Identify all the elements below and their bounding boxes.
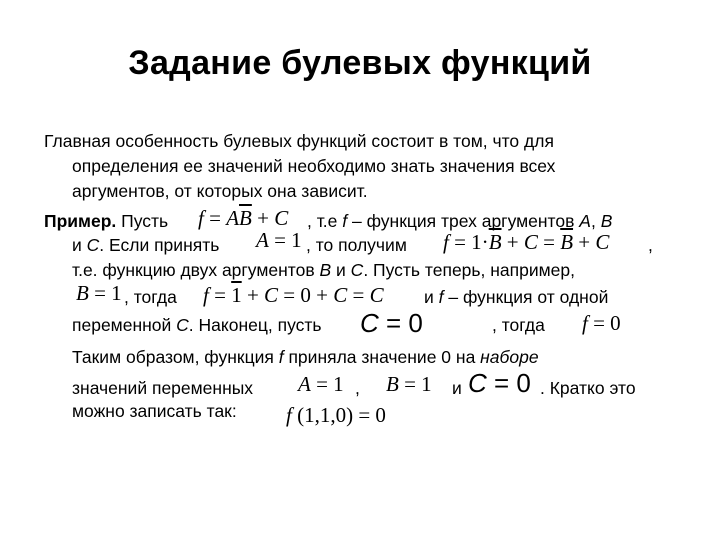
paragraph-2-line-5b (492, 314, 545, 336)
paragraph-1-line-1 (44, 130, 554, 152)
var-B: B (600, 211, 613, 231)
var-C: C (350, 260, 364, 280)
text: , то получим (306, 235, 407, 255)
paragraph-2-line-1b (307, 210, 612, 232)
text: и (424, 287, 439, 307)
text: , (355, 378, 360, 398)
text: . Если принять (99, 235, 220, 255)
paragraph-2-line-1a (44, 210, 168, 232)
text: и (452, 378, 462, 398)
text: , (648, 235, 653, 255)
text: приняла значение 0 на (283, 347, 481, 367)
paragraph-2-line-4b (424, 286, 608, 308)
paragraph-2-line-7b (355, 377, 360, 399)
paragraph-2-line-2c (648, 234, 653, 256)
var-A: A (579, 211, 591, 231)
formula-a1b: A = 1 (298, 372, 344, 396)
var-f: f (278, 347, 284, 367)
text: , тогда (492, 315, 545, 335)
var-f: f (342, 211, 348, 231)
paragraph-2-line-2a (72, 234, 219, 256)
text: – функция от одной (443, 287, 609, 307)
text: Пусть (116, 211, 169, 231)
text: – функция трех аргументов (347, 211, 580, 231)
text: . Кратко это (540, 378, 636, 398)
paragraph-1-line-2 (72, 155, 555, 177)
paragraph-2-line-5a (72, 314, 322, 336)
formula-f110: f (1,1,0) = 0 (286, 403, 386, 427)
paragraph-2-line-7a (72, 377, 253, 399)
text: Таким образом, функция (72, 347, 279, 367)
paragraph-1-line-3 (72, 180, 368, 202)
text: значений переменных (72, 378, 254, 398)
formula-c0: C = 0 (360, 308, 423, 338)
paragraph-2-line-3 (72, 259, 575, 281)
paragraph-2-line-7c (452, 377, 462, 399)
text: . Наконец, пусть (188, 315, 322, 335)
paragraph-2-line-6 (72, 346, 539, 368)
emphasis: наборе (480, 347, 539, 367)
example-label: Пример. (44, 211, 117, 231)
formula-f2: $f = 1\cdot\overline{B} + C = \overline{B} + C$ (443, 230, 610, 254)
text: переменной (72, 315, 177, 335)
var-C: C (176, 315, 189, 335)
formula-b1: B = 1 (76, 281, 122, 305)
formula-f3: f = 1 + C = 0 + C = C (203, 283, 384, 307)
formula-c0b: C = 0 (468, 368, 531, 398)
formula-f0: f = 0 (582, 311, 621, 335)
text: Главная особенность булевых функций состоит в том, что для (44, 131, 554, 151)
paragraph-2-line-4a (124, 286, 177, 308)
var-f: f (438, 287, 444, 307)
formula-a1: A = 1 (256, 228, 302, 252)
text: и (331, 260, 351, 280)
paragraph-2-line-8 (72, 400, 237, 422)
text: можно записать так: (72, 401, 237, 421)
formula-f1: $f = A\overline{B} + C$ (198, 206, 289, 230)
page-title: Задание булевых функций (128, 44, 592, 82)
text: и (72, 235, 87, 255)
paragraph-2-line-2b (306, 234, 407, 256)
text: , тогда (124, 287, 177, 307)
text: т.е. функцию двух аргументов (72, 260, 320, 280)
text: , т.е (307, 211, 343, 231)
paragraph-2-line-7d (540, 377, 636, 399)
text: аргументов, от которых она зависит. (72, 181, 368, 201)
text: , (590, 211, 601, 231)
text: определения ее значений необходимо знать значения всех (72, 156, 556, 176)
text: . Пусть теперь, например, (363, 260, 575, 280)
formula-b1b: B = 1 (386, 372, 432, 396)
var-C: C (86, 235, 100, 255)
var-B: B (319, 260, 332, 280)
